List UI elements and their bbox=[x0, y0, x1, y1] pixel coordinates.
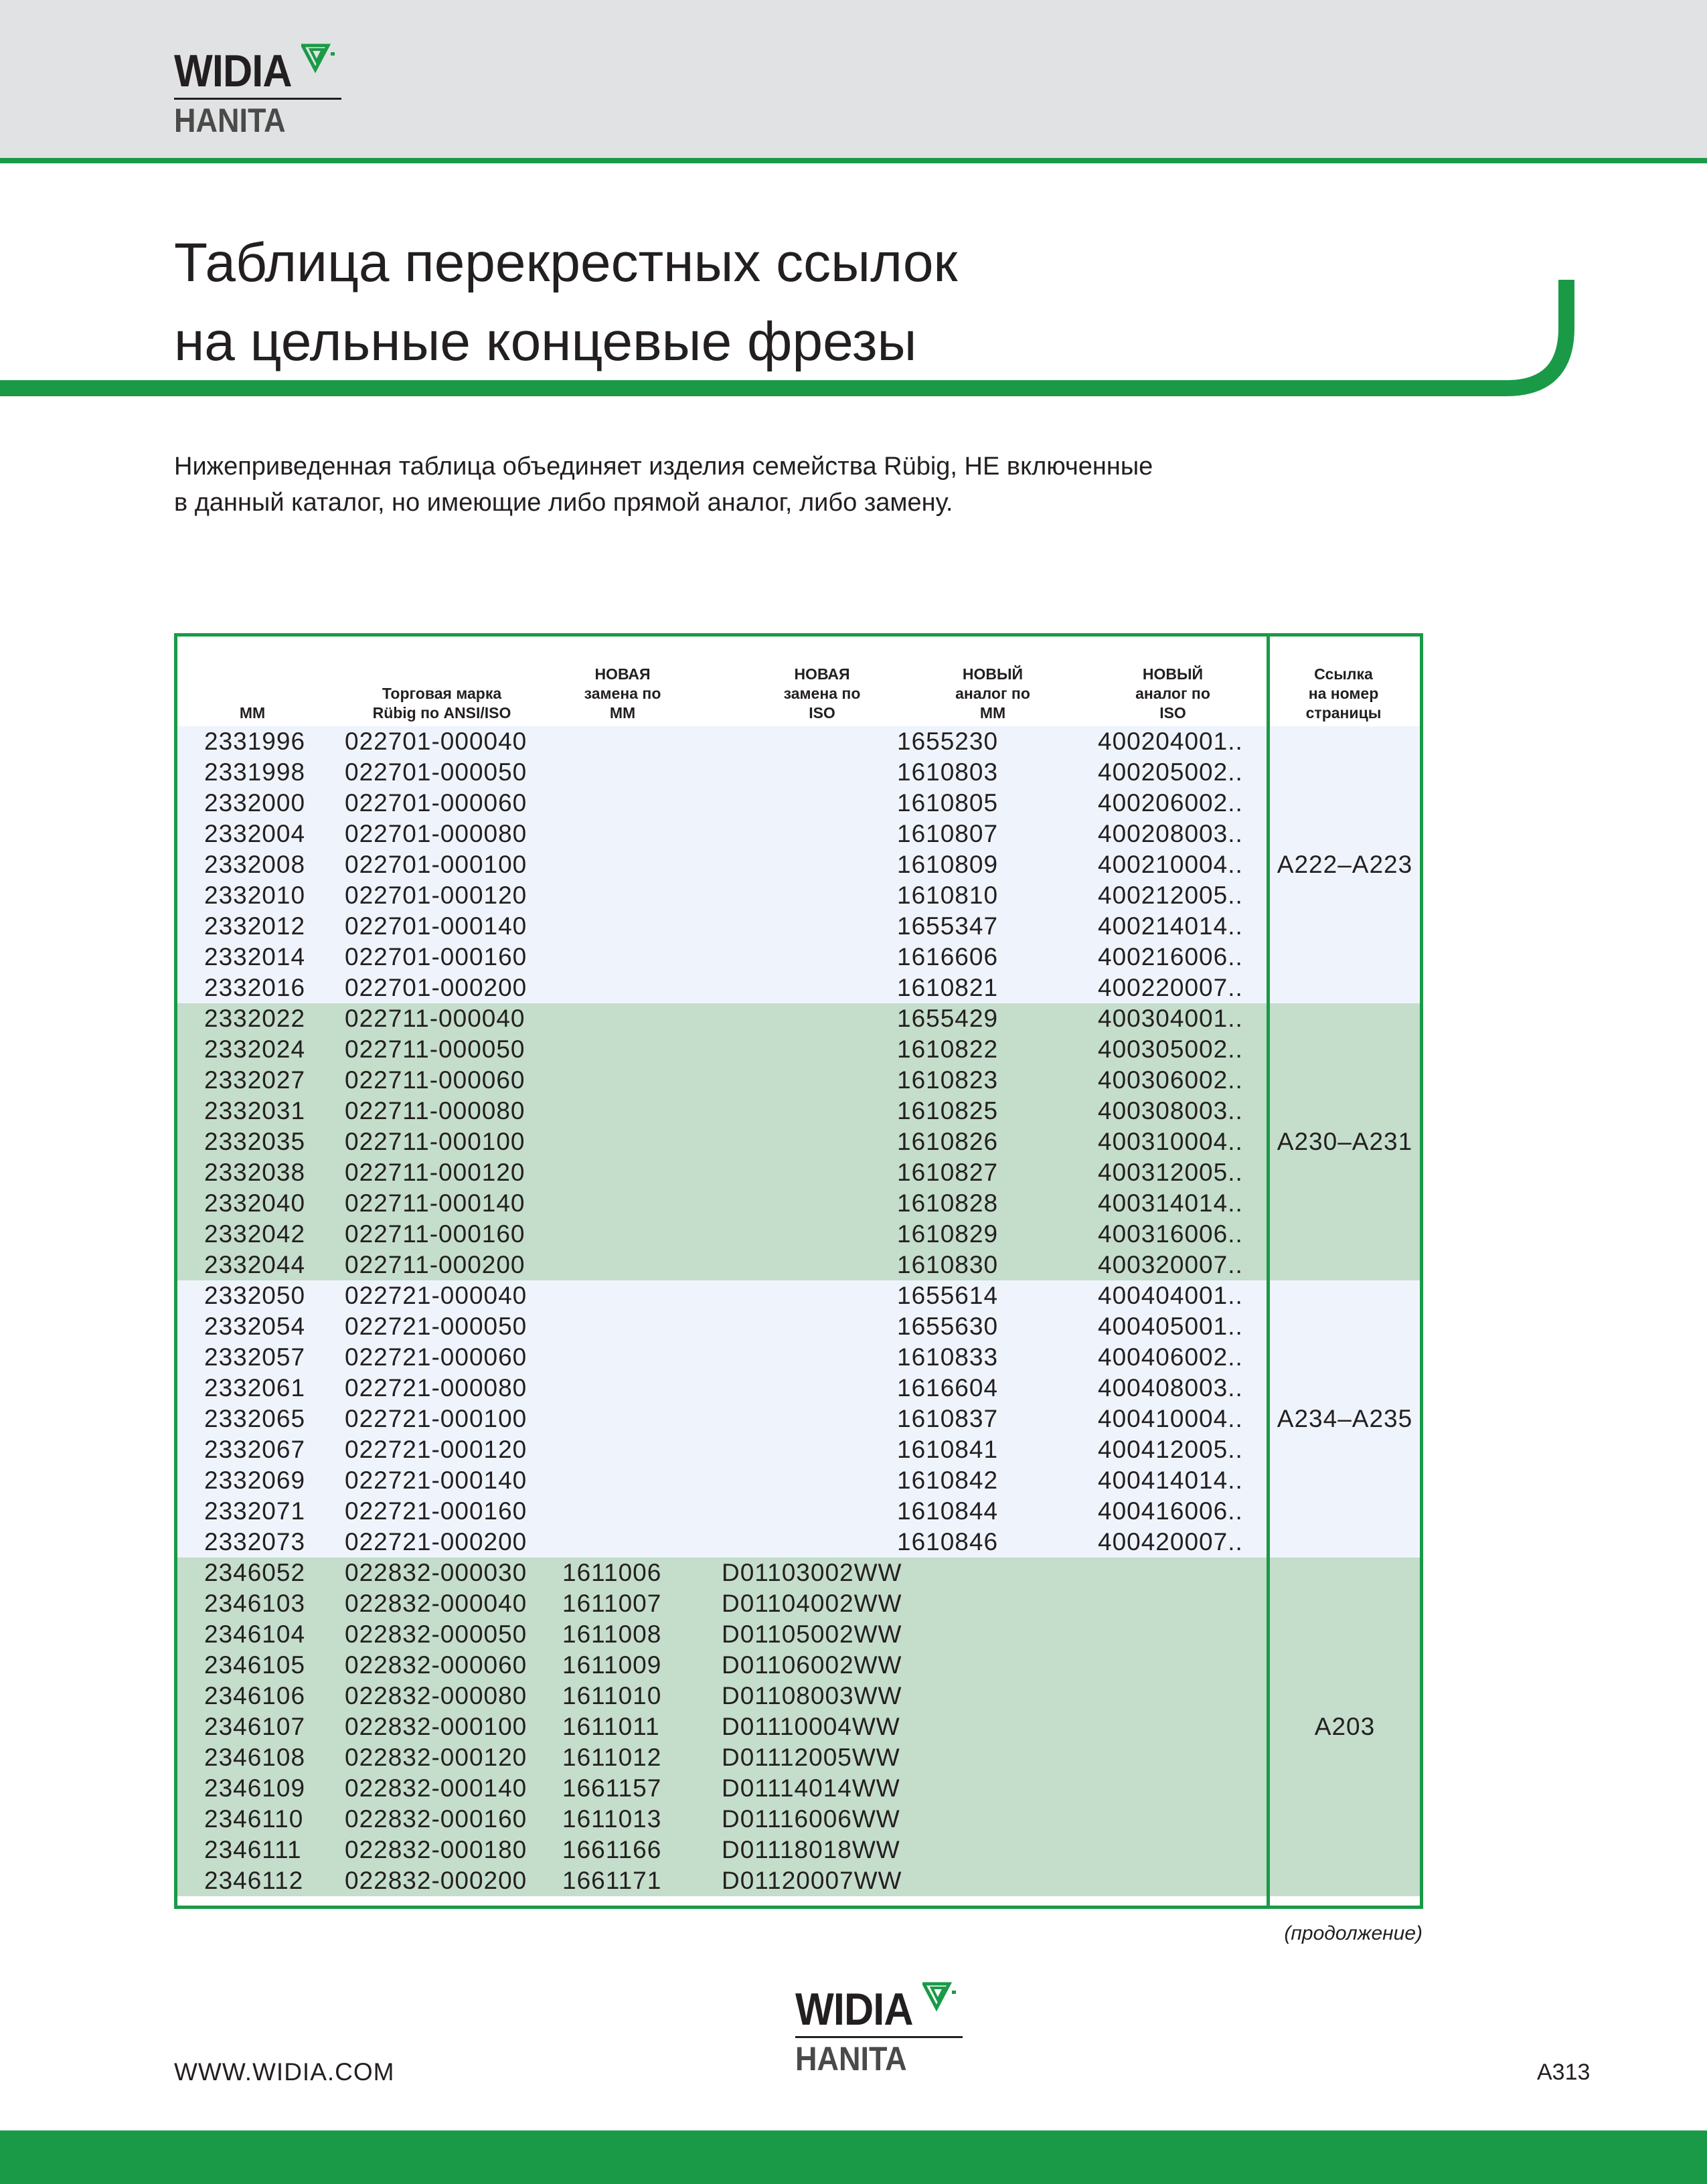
footer-logo bbox=[795, 1984, 963, 2087]
table-cell: 400410004.. bbox=[1098, 1405, 1243, 1432]
footer-url[interactable]: WWW.WIDIA.COM bbox=[174, 2058, 395, 2086]
table-cell: 2331998 bbox=[204, 758, 306, 786]
table-cell: 1611006 bbox=[562, 1559, 662, 1586]
table-cell: 1611007 bbox=[562, 1590, 662, 1617]
table-cell: 2346112 bbox=[204, 1867, 304, 1894]
table-cell: 022721-000060 bbox=[345, 1343, 527, 1371]
table-cell: 400320007.. bbox=[1098, 1251, 1243, 1278]
column-header-line bbox=[185, 684, 319, 703]
table-cell: 022832-000140 bbox=[345, 1774, 527, 1802]
table-cell: 2346108 bbox=[204, 1744, 306, 1771]
table-cell: 1610827 bbox=[897, 1159, 999, 1186]
table-cell: 400305002.. bbox=[1098, 1035, 1243, 1063]
table-cell: 1610833 bbox=[897, 1343, 999, 1371]
table-cell: 400414014.. bbox=[1098, 1466, 1243, 1494]
table-cell: 400220007.. bbox=[1098, 974, 1243, 1001]
table-cell: 022711-000160 bbox=[345, 1220, 525, 1248]
table-row bbox=[177, 1250, 1270, 1280]
table-cell: 2332022 bbox=[204, 1005, 306, 1032]
table-row bbox=[177, 1558, 1270, 1588]
intro-paragraph bbox=[174, 448, 1153, 521]
table-row bbox=[177, 1650, 1270, 1681]
page-reference-text: A222–A223 bbox=[1277, 851, 1413, 878]
table-cell: 022721-000050 bbox=[345, 1313, 527, 1340]
table-cell: 1610846 bbox=[897, 1528, 999, 1556]
page-title-line-1: Таблица перекрестных ссылок bbox=[174, 232, 958, 293]
column-header-line: НОВАЯ bbox=[794, 665, 850, 683]
table-row bbox=[177, 1404, 1270, 1434]
column-header-line: ISO bbox=[1159, 704, 1186, 722]
table-cell: 1610830 bbox=[897, 1251, 999, 1278]
table-cell: 1616606 bbox=[897, 943, 999, 971]
table-cell: 2332050 bbox=[204, 1282, 306, 1309]
page-reference-cell bbox=[1270, 1280, 1420, 1558]
column-header-line: НОВЫЙ bbox=[962, 665, 1024, 683]
table-cell: 1610828 bbox=[897, 1189, 999, 1217]
column-header-line: ISO bbox=[809, 704, 835, 722]
cross-reference-table bbox=[174, 633, 1423, 1909]
table-cell: 022721-000140 bbox=[345, 1466, 527, 1494]
table-cell: 1610826 bbox=[897, 1128, 999, 1155]
table-row bbox=[177, 1527, 1270, 1558]
table-cell: 1610829 bbox=[897, 1220, 999, 1248]
table-cell: 2346107 bbox=[204, 1713, 306, 1740]
table-row bbox=[177, 1280, 1270, 1311]
table-row bbox=[177, 1588, 1270, 1619]
table-cell: 1610805 bbox=[897, 789, 999, 817]
table-row bbox=[177, 788, 1270, 819]
table-cell: 022832-000200 bbox=[345, 1867, 527, 1894]
table-cell: 022701-000160 bbox=[345, 943, 527, 971]
table-cell: 1655230 bbox=[897, 728, 999, 755]
table-cell: 2332031 bbox=[204, 1097, 306, 1124]
table-cell: 2346103 bbox=[204, 1590, 306, 1617]
table-cell: D01118018WW bbox=[722, 1836, 900, 1863]
table-cell: 2332008 bbox=[204, 851, 306, 878]
table-row bbox=[177, 757, 1270, 788]
column-header-line: MM bbox=[979, 704, 1006, 722]
table-row bbox=[177, 1096, 1270, 1126]
table-cell: 022832-000060 bbox=[345, 1651, 527, 1679]
table-cell: 1610837 bbox=[897, 1405, 999, 1432]
row-group bbox=[177, 1003, 1270, 1280]
table-cell: 400404001.. bbox=[1098, 1282, 1243, 1309]
intro-line-1: Нижеприведенная таблица объединяет изделия семейства Rübig, НЕ включенные bbox=[174, 452, 1153, 481]
table-row bbox=[177, 1865, 1270, 1896]
table-cell: 400420007.. bbox=[1098, 1528, 1243, 1556]
table-cell: 2332057 bbox=[204, 1343, 306, 1371]
column-header-2 bbox=[341, 665, 542, 723]
table-cell: 022711-000060 bbox=[345, 1066, 525, 1094]
table-cell: 1610809 bbox=[897, 851, 999, 878]
row-group bbox=[177, 1280, 1270, 1558]
table-cell: 1661166 bbox=[562, 1836, 662, 1863]
table-cell: 022832-000040 bbox=[345, 1590, 527, 1617]
table-row bbox=[177, 1003, 1270, 1034]
table-cell: 1610825 bbox=[897, 1097, 999, 1124]
table-cell: 022721-000200 bbox=[345, 1528, 527, 1556]
table-cell: 400408003.. bbox=[1098, 1374, 1243, 1402]
page-number: A313 bbox=[1537, 2060, 1591, 2085]
column-header-1 bbox=[185, 665, 319, 723]
page-reference-cell bbox=[1270, 726, 1420, 1003]
table-cell: 1610807 bbox=[897, 820, 999, 847]
table-cell: 022832-000030 bbox=[345, 1559, 527, 1586]
table-cell: 1655630 bbox=[897, 1313, 999, 1340]
table-cell: D01120007WW bbox=[722, 1867, 902, 1894]
table-cell: 2332071 bbox=[204, 1497, 306, 1525]
brand-logo bbox=[174, 48, 341, 149]
table-cell: 022721-000040 bbox=[345, 1282, 527, 1309]
table-cell: 2346109 bbox=[204, 1774, 306, 1802]
table-cell: 1655347 bbox=[897, 912, 999, 940]
table-cell: 400204001.. bbox=[1098, 728, 1243, 755]
table-cell: 2332073 bbox=[204, 1528, 306, 1556]
table-cell: D01110004WW bbox=[722, 1713, 900, 1740]
column-header-line bbox=[185, 665, 319, 684]
table-cell: 400314014.. bbox=[1098, 1189, 1243, 1217]
table-cell: 022711-000140 bbox=[345, 1189, 525, 1217]
page-reference-text: A203 bbox=[1314, 1713, 1376, 1740]
column-header-6 bbox=[1106, 665, 1240, 723]
row-group bbox=[177, 1558, 1270, 1896]
table-cell: 022832-000160 bbox=[345, 1805, 527, 1833]
table-cell: 2332054 bbox=[204, 1313, 306, 1340]
table-cell: 2332016 bbox=[204, 974, 306, 1001]
table-cell: 1661157 bbox=[562, 1774, 662, 1802]
page-reference-text: A234–A235 bbox=[1277, 1405, 1413, 1432]
table-cell: 2332024 bbox=[204, 1035, 306, 1063]
table-cell: 400205002.. bbox=[1098, 758, 1243, 786]
table-cell: 022701-000040 bbox=[345, 728, 527, 755]
table-cell: 1610841 bbox=[897, 1436, 999, 1463]
column-header-line: аналог по bbox=[1135, 685, 1210, 702]
table-cell: 2332027 bbox=[204, 1066, 306, 1094]
table-cell: 2332040 bbox=[204, 1189, 306, 1217]
table-row bbox=[177, 942, 1270, 973]
logo-divider bbox=[174, 98, 341, 100]
column-header-line: Ссылка bbox=[1314, 665, 1373, 683]
table-cell: 1611011 bbox=[562, 1713, 660, 1740]
title-underline-bar bbox=[0, 268, 1707, 415]
column-divider bbox=[1267, 637, 1270, 1906]
table-cell: 2346052 bbox=[204, 1559, 306, 1586]
column-header-line: замена по bbox=[584, 685, 661, 702]
table-cell: 400308003.. bbox=[1098, 1097, 1243, 1124]
footer-logo-triangle-icon bbox=[922, 1981, 963, 2015]
table-cell: 1611013 bbox=[562, 1805, 662, 1833]
table-cell: 022721-000100 bbox=[345, 1405, 527, 1432]
column-header-line: MM bbox=[609, 704, 636, 722]
page-reference-text: A230–A231 bbox=[1277, 1128, 1413, 1155]
table-row bbox=[177, 849, 1270, 880]
column-header-line: Торговая марка bbox=[382, 685, 502, 702]
table-cell: D01116006WW bbox=[722, 1805, 900, 1833]
table-cell: 400406002.. bbox=[1098, 1343, 1243, 1371]
table-cell: 022701-000050 bbox=[345, 758, 527, 786]
table-cell: 1616604 bbox=[897, 1374, 999, 1402]
table-cell: 1611010 bbox=[562, 1682, 662, 1709]
table-cell: 400416006.. bbox=[1098, 1497, 1243, 1525]
table-cell: 022711-000100 bbox=[345, 1128, 525, 1155]
table-cell: 022832-000050 bbox=[345, 1620, 527, 1648]
table-cell: 022721-000160 bbox=[345, 1497, 527, 1525]
logo-widia-text: WIDIA bbox=[174, 46, 292, 96]
table-cell: 022701-000080 bbox=[345, 820, 527, 847]
table-row bbox=[177, 911, 1270, 942]
table-cell: 022701-000100 bbox=[345, 851, 527, 878]
column-header-line: Rübig по ANSI/ISO bbox=[372, 704, 511, 722]
footer-logo-widia-text: WIDIA bbox=[795, 1984, 913, 2035]
table-cell: 022711-000040 bbox=[345, 1005, 525, 1032]
intro-line-2: в данный каталог, но имеющие либо прямой аналог, либо замену. bbox=[174, 489, 953, 517]
table-cell: 400216006.. bbox=[1098, 943, 1243, 971]
table-cell: 1610822 bbox=[897, 1035, 999, 1063]
table-cell: 2332042 bbox=[204, 1220, 306, 1248]
table-cell: 2332004 bbox=[204, 820, 306, 847]
table-cell: D01112005WW bbox=[722, 1744, 900, 1771]
table-cell: 022701-000200 bbox=[345, 974, 527, 1001]
table-cell: 400310004.. bbox=[1098, 1128, 1243, 1155]
table-cell: 1610810 bbox=[897, 881, 999, 909]
table-cell: 2332069 bbox=[204, 1466, 306, 1494]
table-cell: 2332044 bbox=[204, 1251, 306, 1278]
table-row bbox=[177, 819, 1270, 849]
table-row bbox=[177, 1311, 1270, 1342]
page-reference-cell bbox=[1270, 1558, 1420, 1896]
column-header-4 bbox=[755, 665, 889, 723]
table-cell: 1655614 bbox=[897, 1282, 999, 1309]
table-cell: 022711-000200 bbox=[345, 1251, 525, 1278]
column-header-line bbox=[341, 665, 542, 684]
table-cell: 2332065 bbox=[204, 1405, 306, 1432]
table-cell: 2332067 bbox=[204, 1436, 306, 1463]
table-cell: 022832-000080 bbox=[345, 1682, 527, 1709]
table-cell: 022701-000060 bbox=[345, 789, 527, 817]
table-row bbox=[177, 1681, 1270, 1711]
table-row bbox=[177, 1835, 1270, 1865]
table-cell: 022701-000140 bbox=[345, 912, 527, 940]
table-cell: 2332000 bbox=[204, 789, 306, 817]
table-cell: 400306002.. bbox=[1098, 1066, 1243, 1094]
table-cell: D01114014WW bbox=[722, 1774, 900, 1802]
table-cell: 400405001.. bbox=[1098, 1313, 1243, 1340]
table-cell: 022711-000080 bbox=[345, 1097, 525, 1124]
footer-logo-divider bbox=[795, 2036, 963, 2038]
table-cell: 400206002.. bbox=[1098, 789, 1243, 817]
table-row bbox=[177, 1065, 1270, 1096]
table-row bbox=[177, 1373, 1270, 1404]
table-row bbox=[177, 1619, 1270, 1650]
table-row bbox=[177, 1804, 1270, 1835]
table-cell: 2332012 bbox=[204, 912, 306, 940]
table-cell: 2332061 bbox=[204, 1374, 306, 1402]
table-row bbox=[177, 1342, 1270, 1373]
table-cell: D01108003WW bbox=[722, 1682, 902, 1709]
table-cell: 2346110 bbox=[204, 1805, 304, 1833]
table-cell: 2331996 bbox=[204, 728, 306, 755]
table-cell: 022832-000180 bbox=[345, 1836, 527, 1863]
table-cell: 400412005.. bbox=[1098, 1436, 1243, 1463]
table-cell: 400210004.. bbox=[1098, 851, 1243, 878]
table-row bbox=[177, 1773, 1270, 1804]
column-header-line: страницы bbox=[1305, 704, 1382, 722]
table-cell: 400316006.. bbox=[1098, 1220, 1243, 1248]
table-cell: 400212005.. bbox=[1098, 881, 1243, 909]
row-group bbox=[177, 726, 1270, 1003]
table-row bbox=[177, 1742, 1270, 1773]
table-row bbox=[177, 1126, 1270, 1157]
table-cell: 2332014 bbox=[204, 943, 306, 971]
table-cell: 2332035 bbox=[204, 1128, 306, 1155]
table-cell: 2346106 bbox=[204, 1682, 306, 1709]
continuation-note: (продолжение) bbox=[1284, 1922, 1422, 1944]
table-cell: 1611009 bbox=[562, 1651, 662, 1679]
table-cell: 022701-000120 bbox=[345, 881, 527, 909]
table-cell: 1661171 bbox=[562, 1867, 662, 1894]
column-header-5 bbox=[926, 665, 1060, 723]
column-header-line: НОВЫЙ bbox=[1142, 665, 1204, 683]
table-cell: 2346105 bbox=[204, 1651, 306, 1679]
table-row bbox=[177, 880, 1270, 911]
table-row bbox=[177, 1188, 1270, 1219]
table-cell: 400208003.. bbox=[1098, 820, 1243, 847]
table-cell: D01103002WW bbox=[722, 1559, 902, 1586]
table-row bbox=[177, 1496, 1270, 1527]
table-row bbox=[177, 1711, 1270, 1742]
table-row bbox=[177, 726, 1270, 757]
table-cell: 1610803 bbox=[897, 758, 999, 786]
footer-band bbox=[0, 2130, 1707, 2184]
table-cell: 022832-000100 bbox=[345, 1713, 527, 1740]
table-cell: 022832-000120 bbox=[345, 1744, 527, 1771]
column-header-line: НОВАЯ bbox=[594, 665, 651, 683]
logo-hanita-text: HANITA bbox=[174, 102, 286, 139]
table-row bbox=[177, 1034, 1270, 1065]
table-cell: 2332010 bbox=[204, 881, 306, 909]
table-cell: 022721-000120 bbox=[345, 1436, 527, 1463]
table-cell: 1610842 bbox=[897, 1466, 999, 1494]
table-cell: 400214014.. bbox=[1098, 912, 1243, 940]
table-cell: 1610823 bbox=[897, 1066, 999, 1094]
table-row bbox=[177, 1434, 1270, 1465]
table-row bbox=[177, 1157, 1270, 1188]
column-header-7 bbox=[1277, 665, 1410, 723]
table-cell: 022721-000080 bbox=[345, 1374, 527, 1402]
page-title-line-2: на цельные концевые фрезы bbox=[174, 311, 917, 372]
footer-logo-hanita-text: HANITA bbox=[795, 2040, 907, 2078]
table-cell: D01106002WW bbox=[722, 1651, 902, 1679]
table-cell: 400304001.. bbox=[1098, 1005, 1243, 1032]
table-cell: 022711-000120 bbox=[345, 1159, 525, 1186]
table-row bbox=[177, 1465, 1270, 1496]
column-header-line: аналог по bbox=[955, 685, 1030, 702]
table-cell: 1610844 bbox=[897, 1497, 999, 1525]
table-cell: 1655429 bbox=[897, 1005, 999, 1032]
table-cell: D01105002WW bbox=[722, 1620, 902, 1648]
column-header-line: на номер bbox=[1308, 685, 1379, 702]
table-row bbox=[177, 973, 1270, 1003]
page-reference-cell bbox=[1270, 1003, 1420, 1280]
table-cell: 2346111 bbox=[204, 1836, 302, 1863]
table-cell: 1611012 bbox=[562, 1744, 662, 1771]
table-cell: 022711-000050 bbox=[345, 1035, 525, 1063]
table-cell: 1610821 bbox=[897, 974, 999, 1001]
logo-triangle-icon bbox=[301, 43, 341, 76]
header-rule bbox=[0, 158, 1707, 163]
table-cell: 400312005.. bbox=[1098, 1159, 1243, 1186]
table-cell: 1611008 bbox=[562, 1620, 662, 1648]
table-cell: D01104002WW bbox=[722, 1590, 902, 1617]
column-header-line: MM bbox=[239, 704, 266, 722]
table-cell: 2332038 bbox=[204, 1159, 306, 1186]
column-header-3 bbox=[556, 665, 689, 723]
table-cell: 2346104 bbox=[204, 1620, 306, 1648]
column-header-line: замена по bbox=[783, 685, 861, 702]
table-row bbox=[177, 1219, 1270, 1250]
